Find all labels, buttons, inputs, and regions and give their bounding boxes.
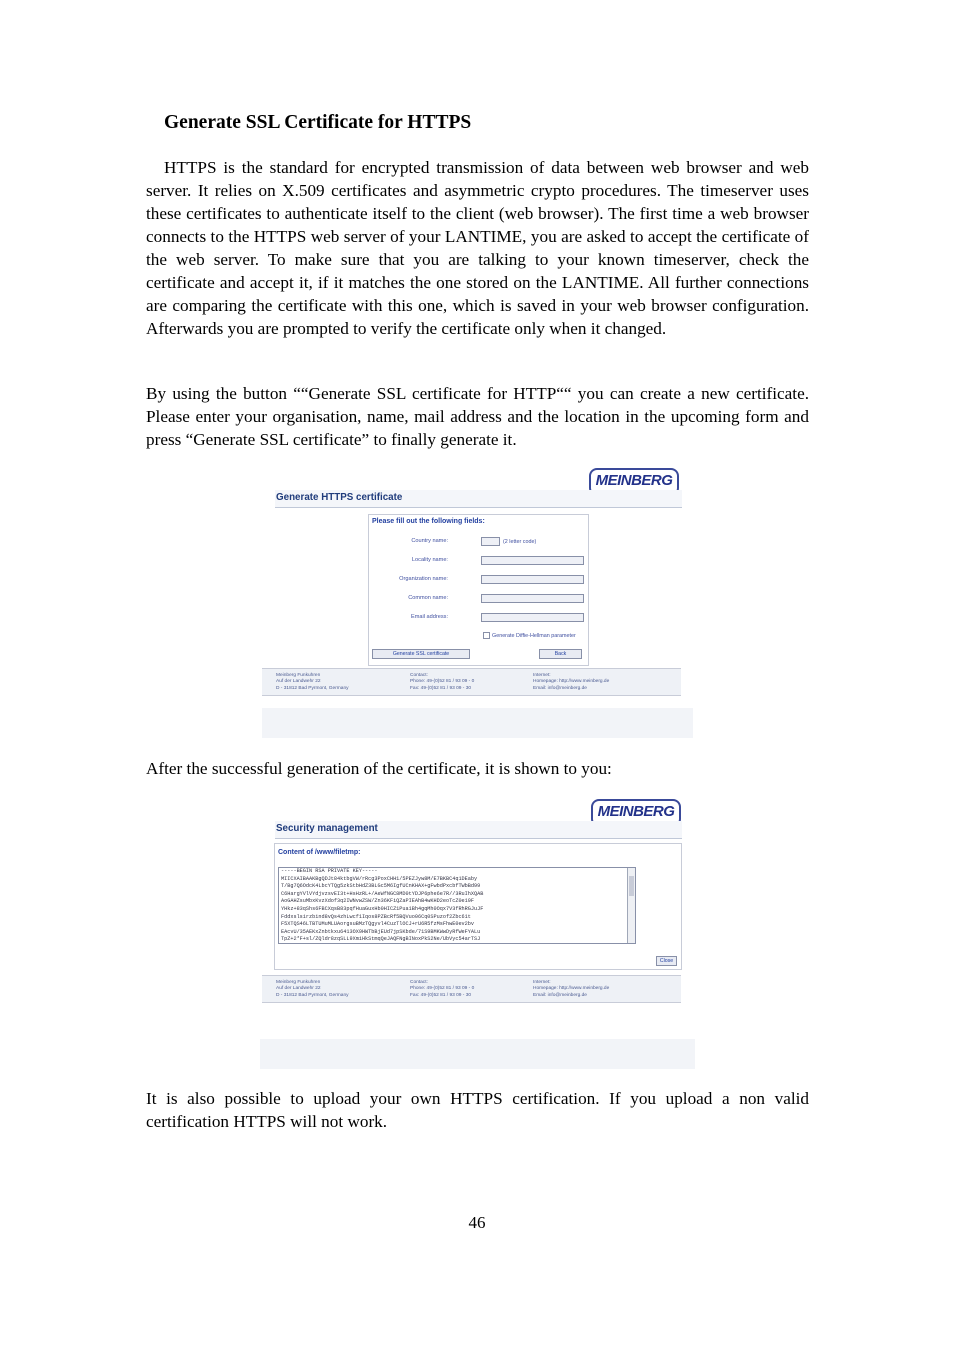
- key-line: C6HargYVlVYdjvzsvEI3t+HsHzRL+/AeWfNGC8MD0tYDJP6phe6e7R//3RuIhXQAB: [281, 890, 484, 897]
- checkbox-icon[interactable]: [483, 632, 490, 639]
- generate-https-certificate-screenshot: [262, 462, 693, 738]
- back-button[interactable]: Back: [539, 649, 582, 659]
- common-name-input[interactable]: [481, 594, 584, 603]
- key-line: Fddxslsirzbind8vQs4zhLwcf1Iqos8PZBcRf5BQVuo06Cq0SPuzof2Zbc61t: [281, 913, 471, 920]
- locality-label: Locality name:: [411, 557, 448, 563]
- footer-contact: Contact: Phone: 49-(0)52 81 / 93 09 - 0 Fax: 49-(0)52 81 / 93 09 - 30: [410, 980, 475, 998]
- generate-ssl-button[interactable]: Generate SSL certificate: [372, 649, 470, 659]
- screenshot-title: Generate HTTPS certificate: [275, 490, 682, 508]
- email-label: Email address:: [411, 614, 448, 620]
- page-number: 46: [468, 1213, 486, 1232]
- organization-label: Organization name:: [399, 576, 448, 582]
- button-usage-paragraph: By using the button ““Generate SSL certificate for HTTP““ you can create a new certificate. Please enter your organisation, name, mail address and the location in the upcoming form and press “Generate SSL certificate” to finally generate it.: [146, 384, 809, 449]
- security-management-screenshot: [260, 793, 695, 1069]
- after-generation-paragraph: After the successful generation of the certificate, it is shown to you:: [146, 759, 612, 778]
- upload-paragraph: It is also possible to upload your own HTTPS certification. If you upload a non valid certification HTTPS will not work.: [146, 1089, 809, 1131]
- section-heading: Generate SSL Certificate for HTTPS: [164, 112, 472, 133]
- country-label: Country name:: [411, 538, 448, 544]
- content-heading: Content of /www/filetmp:: [278, 849, 361, 856]
- key-line: -----BEGIN RSA PRIVATE KEY-----: [281, 868, 378, 874]
- locality-input[interactable]: [481, 556, 584, 565]
- key-line: F5XTQS46LTBTUMuMLUAorgsuBMzTQgyvl4CuzTlOCJ+rU6R5fzMsFhwE0ev2bv: [281, 921, 475, 928]
- key-line: TpZ+2*F+sl/ZQldr8zqSLL9XmiHkStmqQeJAQFNgBINoxPkS2Ne/UbVyc54arTSJ: [281, 936, 481, 943]
- footer-internet: Internet: Homepage: http://www.meinberg.de Email: info@meinberg.de: [533, 980, 610, 998]
- screenshot-title: Security management: [275, 821, 682, 839]
- checkbox-label: Generate Diffie-Hellman parameter: [492, 632, 576, 639]
- screenshot-footer: [262, 975, 681, 1003]
- footer-contact: Contact: Phone: 49-(0)52 81 / 93 09 - 0 Fax: 49-(0)52 81 / 93 09 - 30: [410, 673, 475, 691]
- footer-address: Meinberg Funkuhren Auf der Landwehr 22 D - 31812 Bad Pyrmont, Germany: [276, 980, 349, 998]
- form-heading: Please fill out the following fields:: [372, 518, 485, 525]
- key-line: MIICXAIBAAKBgQDJt84ktbgVW/rRcg3PoxCHH1/5PEZJyw8M/E7BKBC4q1DEaby: [281, 875, 478, 882]
- certificate-form: [368, 514, 589, 666]
- textarea-scrollbar[interactable]: [627, 868, 635, 943]
- organization-input[interactable]: [481, 575, 584, 584]
- email-input[interactable]: [481, 613, 584, 622]
- screenshot-footer: [262, 668, 681, 696]
- key-line: AoGAHZsuMbxKvzXdof3q2IWNvwZSW/Zn36KFiQZaPIEAhB4wKHD2eoTcZ0e19F: [281, 898, 475, 905]
- country-input[interactable]: [481, 537, 500, 546]
- country-hint: (2 letter code): [503, 539, 537, 545]
- footer-address: Meinberg Funkuhren Auf der Landwehr 22 D - 31812 Bad Pyrmont, Germany: [276, 673, 349, 691]
- common-name-label: Common name:: [408, 595, 448, 601]
- key-line: T/Bg7Q6OdcK4LbcYTQg5zkStbHdZ3BLGc5M6IgfUCnKHAX+gFwbdPxcbfTWbBd99: [281, 883, 481, 890]
- certificate-textarea[interactable]: [278, 867, 636, 944]
- meinberg-logo: MEINBERG: [591, 799, 681, 827]
- diffie-hellman-checkbox[interactable]: [483, 632, 576, 639]
- close-button[interactable]: Close: [656, 956, 677, 966]
- key-line: EAcvU/35AEKxZnbtkxu6413OX9HWTbBjEUd7jpSKbde/71S9BMKWwDyRfWeFYALu: [281, 928, 481, 935]
- key-line: YHkz+83qShs6FBCXqsB83pqfHuaGuxHb0HICZ1Pua1Bh4gqMh0Oqx7V3fRhRGJuJF: [281, 905, 484, 912]
- meinberg-logo: MEINBERG: [589, 468, 679, 496]
- scroll-thumb[interactable]: [629, 876, 634, 896]
- footer-internet: Internet: Homepage: http://www.meinberg.de Email: info@meinberg.de: [533, 673, 610, 691]
- intro-paragraph: HTTPS is the standard for encrypted transmission of data between web browser and web server. It relies on X.509 certificates and asymmetric crypto procedures. The timeserver uses these certificates to authenticate itself to the client (web browser). The first time a web browser connects to the HTTPS web server of your LANTIME, you are asked to accept the certificate of the web server. To make sure that you are talking to your known timeserver, check the certificate and accept it, if it matches the one stored on the LANTIME. All further connections are comparing the certificate with this one, which is saved in your web browser configuration. Afterwards you are prompted to verify the certificate only when it changed.: [146, 158, 809, 338]
- file-content-box: [274, 843, 682, 970]
